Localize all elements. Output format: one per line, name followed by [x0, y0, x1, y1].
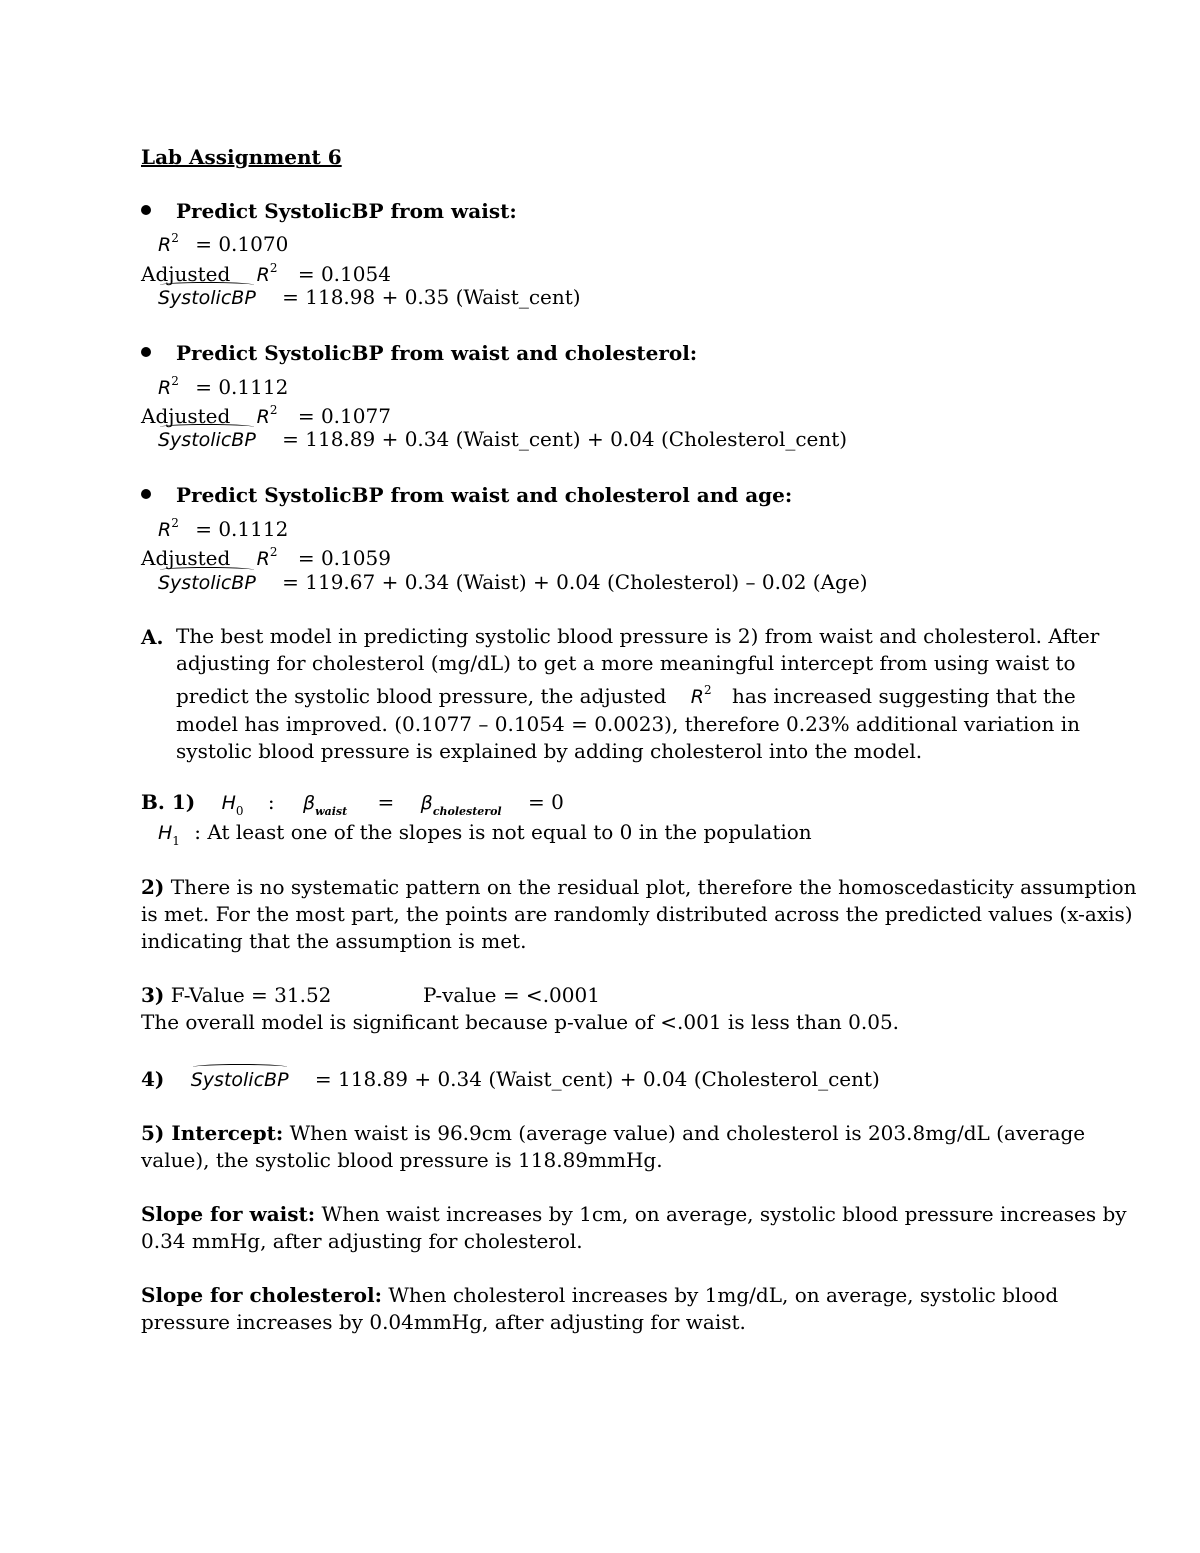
model-3-equation: SystolicBP = 119.67 + 0.34 (Waist) + 0.04 (Cholesterol) – 0.02 (Age) [158, 570, 868, 594]
model-3-r2: $R^2 = 0.1112$ [158, 516, 289, 541]
model-1-equation: SystolicBP = 118.98 + 0.35 (Waist_cent) [158, 285, 581, 309]
question-3: 3) F-Value = 31.52 P-value = <.0001 The overall model is significant because p-value of <.001 is less than 0.05. [141, 983, 900, 1034]
page-title: Lab Assignment 6 [141, 145, 342, 169]
model-3-adjusted-r2: Adjusted $R^2 = 0.1059$ [141, 545, 391, 570]
question-2: 2) There is no systematic pattern on the residual plot, therefore the homoscedasticity assumption is met. For the most part, the points are randomly distributed across the predicted values (x-axis) indicating that the assumption is met. [141, 875, 1137, 953]
question-5-intercept: 5) Intercept: When waist is 96.9cm (average value) and cholesterol is 203.8mg/dL (average value), the systolic blood pressure is 118.89mmHg. [141, 1121, 1086, 1172]
part-b-hypothesis-null: B. 1) $H_0$ : $\beta_{waist} = \beta_{cholesterol} = 0$ [141, 790, 564, 818]
bullet-icon [141, 347, 151, 357]
question-4: 4) SystolicBP = 118.89 + 0.34 (Waist_cent) + 0.04 (Cholesterol_cent) [141, 1067, 880, 1091]
model-2-adjusted-r2: Adjusted $R^2 = 0.1077$ [141, 403, 391, 428]
slope-waist: Slope for waist: When waist increases by 1cm, on average, systolic blood pressure increases by 0.34 mmHg, after adjusting for cholesterol. [141, 1202, 1127, 1253]
model-2-r2: $R^2 = 0.1112$ [158, 374, 289, 399]
model-3-heading: Predict SystolicBP from waist and cholesterol and age: [176, 483, 793, 507]
model-1-adjusted-r2: Adjusted $R^2 = 0.1054$ [141, 261, 391, 286]
model-1-heading: Predict SystolicBP from waist: [176, 199, 517, 223]
bullet-icon [141, 205, 151, 215]
model-1-r2: $R^2 = 0.1070$ [158, 231, 289, 256]
model-2-heading: Predict SystolicBP from waist and cholesterol: [176, 341, 698, 365]
part-a-label: A. [141, 625, 164, 649]
part-a-paragraph: The best model in predicting systolic blood pressure is 2) from waist and cholesterol. After adjusting for cholesterol (mg/dL) to get a more meaningful intercept from using waist to predict the systolic blood pressure, the adjusted $R^2$ has increased suggesting that the model has improved. (0.1077 – 0.1054 = 0.0023), therefore 0.23% additional variation in systolic blood pressure is explained by adding cholesterol into the model. [176, 624, 1100, 763]
bullet-icon [141, 489, 151, 499]
part-b-hypothesis-alt: $H_1$ : At least one of the slopes is not equal to 0 in the population [158, 820, 812, 848]
model-2-equation: SystolicBP = 118.89 + 0.34 (Waist_cent) + 0.04 (Cholesterol_cent) [158, 427, 848, 451]
slope-cholesterol: Slope for cholesterol: When cholesterol increases by 1mg/dL, on average, systolic blood pressure increases by 0.04mmHg, after adjusting for waist. [141, 1283, 1059, 1334]
